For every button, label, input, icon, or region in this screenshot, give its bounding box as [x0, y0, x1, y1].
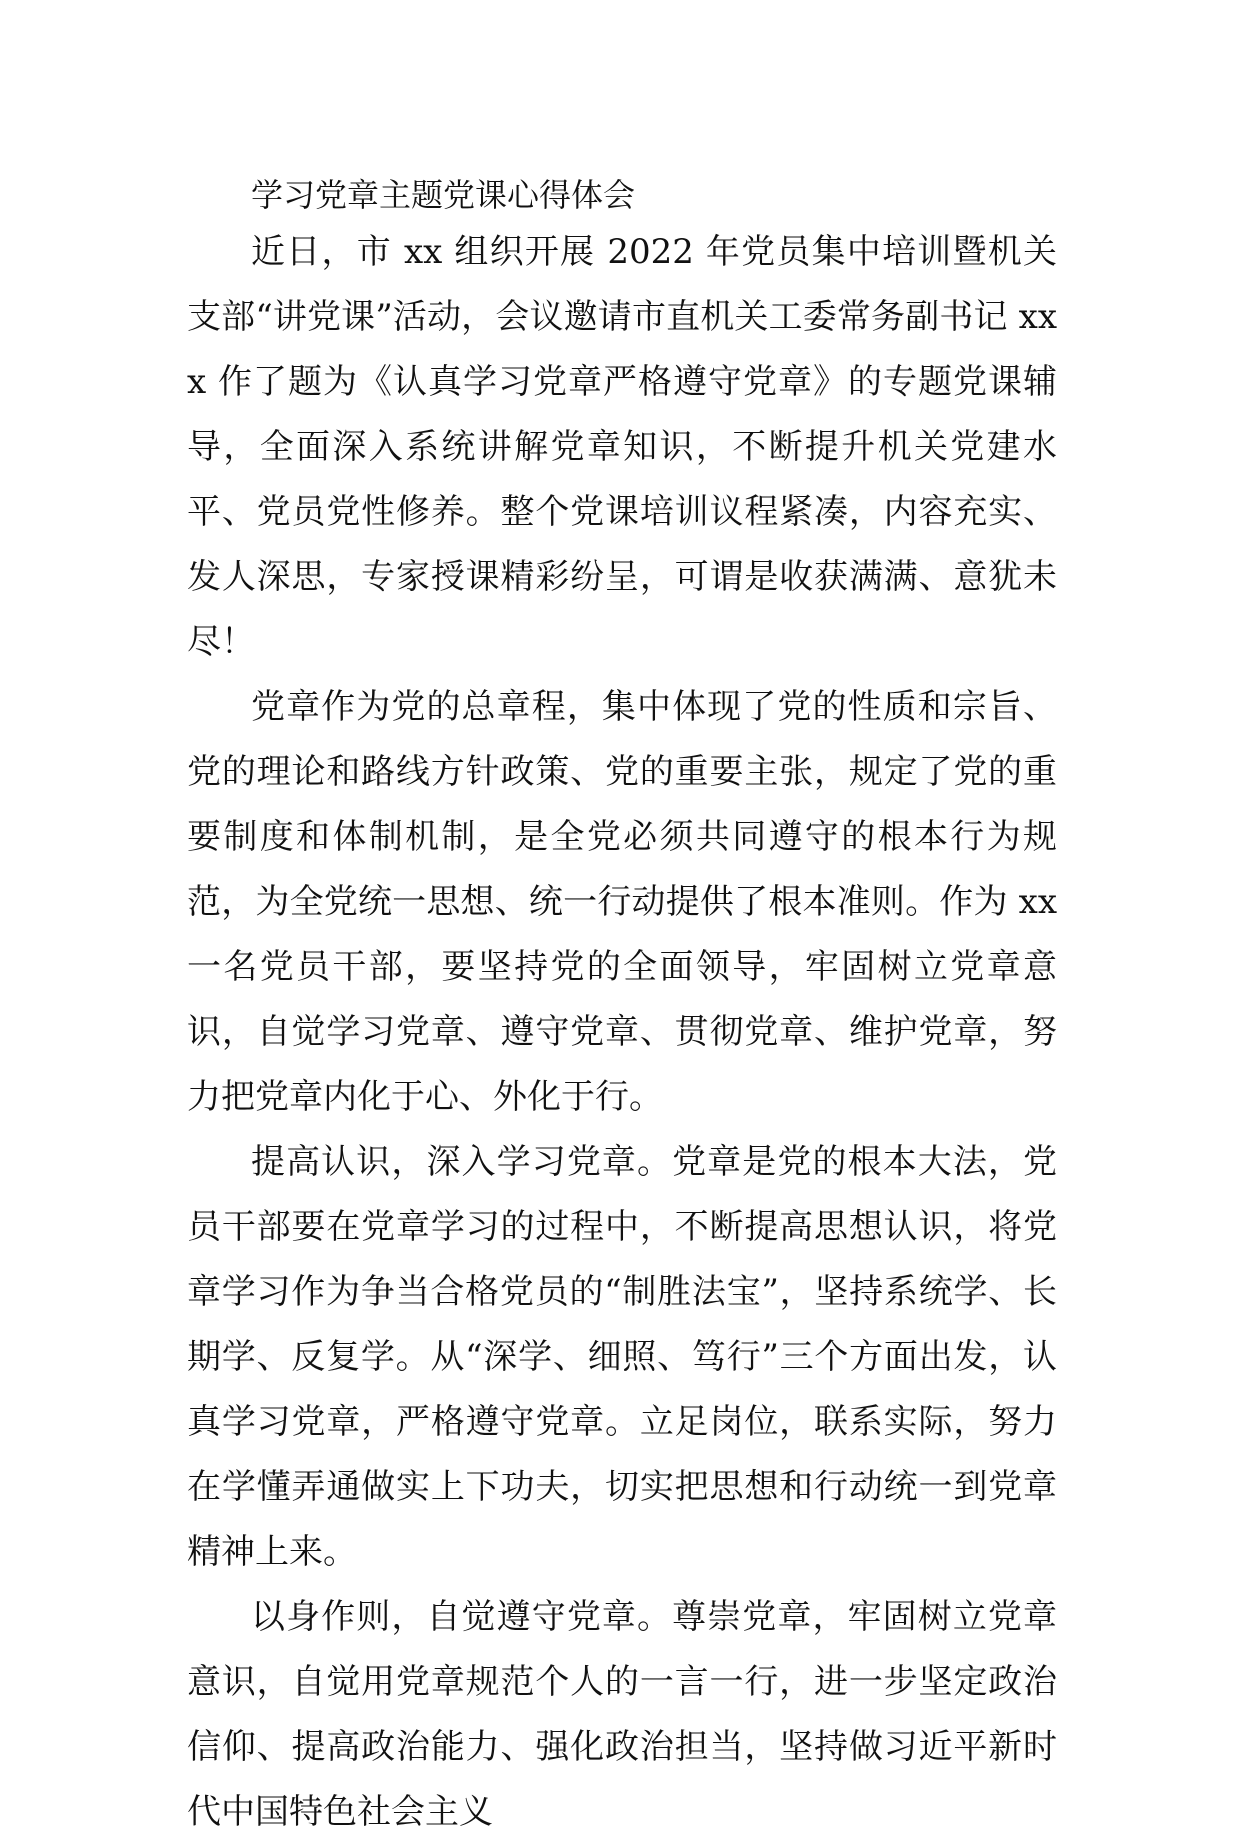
document-title: 学习党章主题党课心得体会	[251, 176, 636, 214]
paragraph-1: 近日，市 xx 组织开展 2022 年党员集中培训暨机关支部“讲党课”活动，会议邀请市直机关工委常务副书记 xxx 作了题为《认真学习党章严格遵守党章》的专题党课辅导，全面深入系统讲解党章知识，不断提升机关党建水平、党员党性修养。整个党课培训议程紧凑，内容充实、发人深思，专家授课精彩纷呈，可谓是收获满满、意犹未尽！	[187, 232, 1057, 662]
paragraph-2: 党章作为党的总章程，集中体现了党的性质和宗旨、党的理论和路线方针政策、党的重要主张，规定了党的重要制度和体制机制，是全党必须共同遵守的根本行为规范，为全党统一思想、统一行动提供了根本准则。作为 xx 一名党员干部，要坚持党的全面领导，牢固树立党章意识，自觉学习党章、遵守党章、贯彻党章、维护党章，努力把党章内化于心、外化于行。	[187, 687, 1057, 1117]
paragraph-3: 提高认识，深入学习党章。党章是党的根本大法，党员干部要在党章学习的过程中，不断提高思想认识，将党章学习作为争当合格党员的“制胜法宝”，坚持系统学、长期学、反复学。从“深学、细照、笃行”三个方面出发，认真学习党章，严格遵守党章。立足岗位，联系实际，努力在学懂弄通做实上下功夫，切实把思想和行动统一到党章精神上来。	[187, 1142, 1057, 1572]
paragraph-4: 以身作则，自觉遵守党章。尊崇党章，牢固树立党章意识，自觉用党章规范个人的一言一行，进一步坚定政治信仰、提高政治能力、强化政治担当，坚持做习近平新时代中国特色社会主义	[187, 1597, 1057, 1832]
document-body	[187, 170, 1057, 1845]
